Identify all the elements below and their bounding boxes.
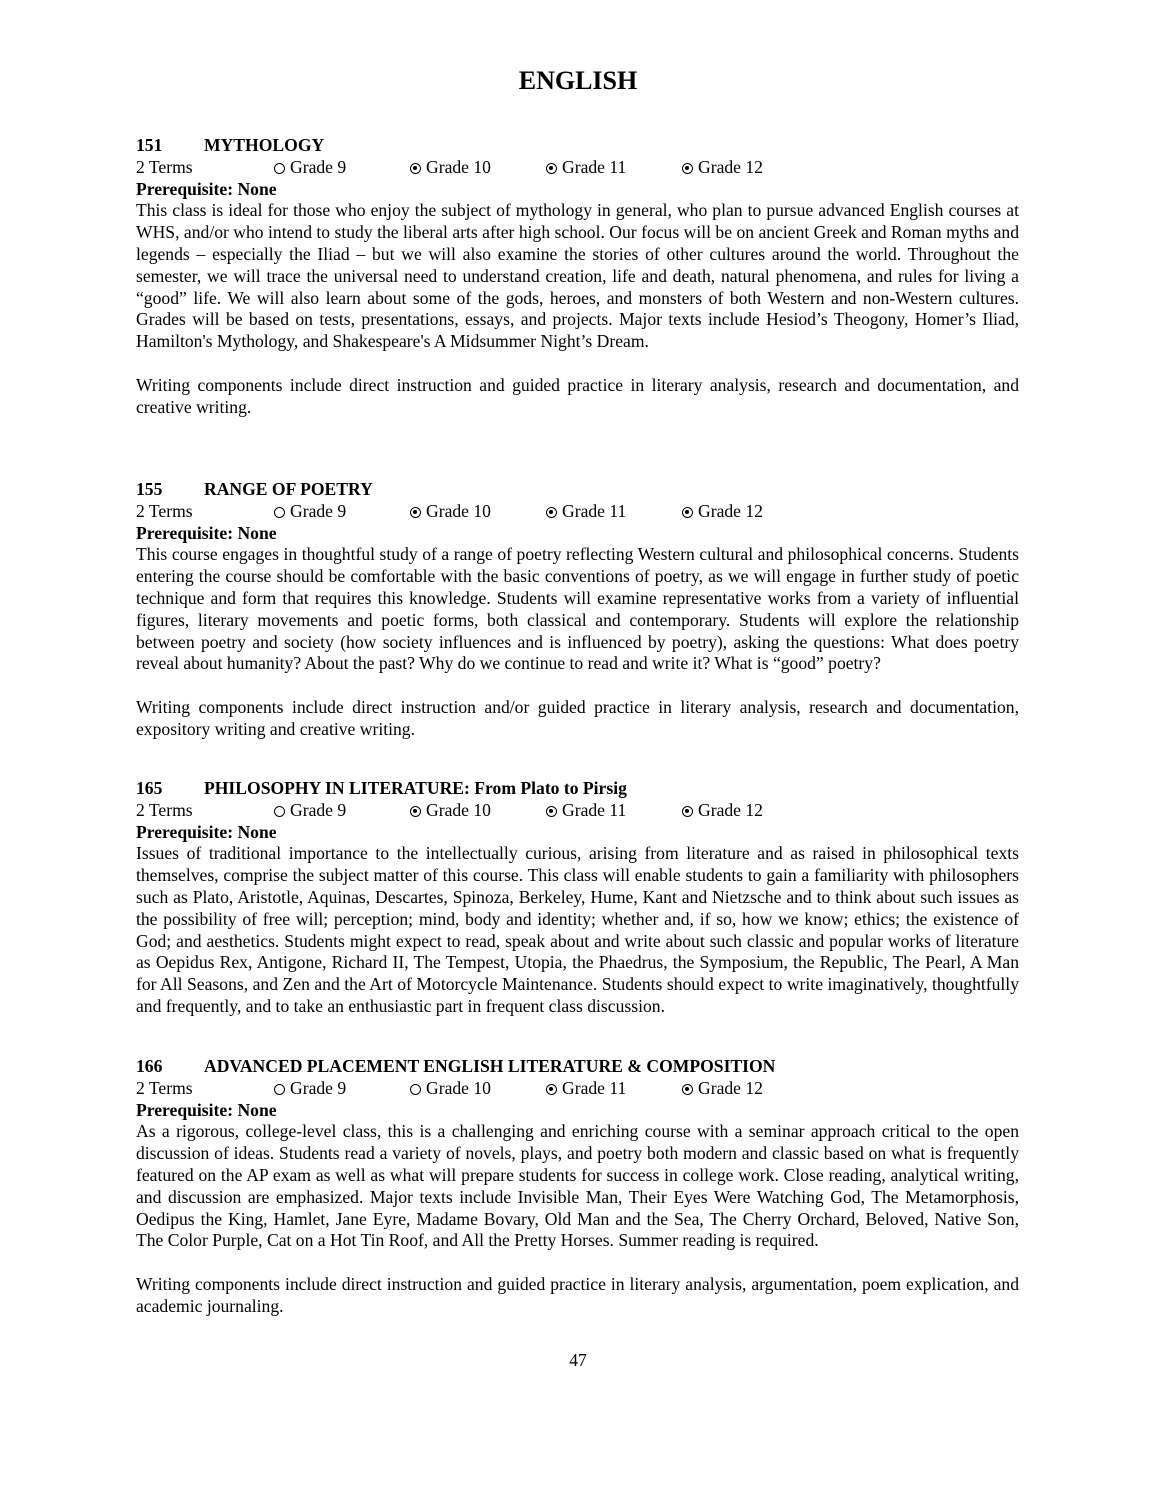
course-heading: [136, 1056, 1019, 1078]
course-number: 165: [136, 778, 163, 798]
radio-selected-icon: [546, 1084, 557, 1095]
radio-empty-icon: [274, 507, 285, 518]
prerequisite: Prerequisite: None: [136, 821, 277, 842]
grade-10-option: Grade 10: [410, 157, 491, 179]
grade-10-option: Grade 10: [410, 800, 491, 822]
radio-selected-icon: [410, 806, 421, 817]
course-heading: [136, 778, 1019, 800]
course-title: MYTHOLOGY: [204, 135, 325, 155]
course-heading: [136, 135, 1019, 157]
radio-empty-icon: [410, 1084, 421, 1095]
course-number: 155: [136, 479, 163, 499]
page-title: ENGLISH: [518, 66, 638, 95]
radio-selected-icon: [410, 507, 421, 518]
terms-label: 2 Terms: [136, 1077, 193, 1098]
grade-11-option: Grade 11: [546, 1078, 626, 1100]
course-title: RANGE OF POETRY: [204, 479, 373, 499]
prerequisite: Prerequisite: None: [136, 522, 277, 543]
course-number: 151: [136, 135, 163, 155]
writing-components: Writing components include direct instruction and guided practice in literary analysis, argumentation, poem explication, and academic journaling.: [136, 1273, 1019, 1316]
grade-9-option: Grade 9: [274, 1078, 346, 1100]
course-description: This course engages in thoughtful study of a range of poetry reflecting Western cultural and philosophical concerns. Students entering the course should be comfortable with the basic conventions of poetry, as we will engage in further study of poetic technique and form that requires this knowledge. Students will examine representative works from a variety of influential figures, literary movements and poetic forms, both classical and contemporary. Students will explore the relationship between poetry and society (how society influences and is influenced by poetry), asking the questions: What does poetry reveal about humanity? About the past? Why do we continue to read and write it? What is “good” poetry?: [136, 544, 1019, 674]
course-number: 166: [136, 1056, 163, 1076]
radio-selected-icon: [546, 163, 557, 174]
radio-empty-icon: [274, 163, 285, 174]
terms-row: [136, 1078, 1019, 1100]
grade-11-option: Grade 11: [546, 501, 626, 523]
grade-10-option: Grade 10: [410, 1078, 491, 1100]
writing-components: Writing components include direct instruction and guided practice in literary analysis, research and documentation, and creative writing.: [136, 374, 1019, 417]
prerequisite: Prerequisite: None: [136, 178, 277, 199]
course-155: [136, 479, 1019, 741]
course-165: [136, 778, 1019, 1018]
radio-empty-icon: [274, 806, 285, 817]
radio-selected-icon: [682, 806, 693, 817]
writing-components: Writing components include direct instruction and/or guided practice in literary analysis, research and documentation, expository writing and creative writing.: [136, 696, 1019, 739]
radio-selected-icon: [682, 1084, 693, 1095]
terms-label: 2 Terms: [136, 799, 193, 820]
radio-empty-icon: [274, 1084, 285, 1095]
terms-label: 2 Terms: [136, 500, 193, 521]
course-description: As a rigorous, college-level class, this is a challenging and enriching course with a seminar approach critical to the open discussion of ideas. Students read a variety of novels, plays, and poetry both modern and classic based on what is frequently featured on the AP exam as well as what will prepare students for success in college work. Close reading, analytical writing, and discussion are emphasized. Major texts include Invisible Man, Their Eyes Were Watching God, The Metamorphosis, Oedipus the King, Hamlet, Jane Eyre, Madame Bovary, Old Man and the Sea, The Cherry Orchard, Beloved, Native Son, The Color Purple, Cat on a Hot Tin Roof, and All the Pretty Horses. Summer reading is required.: [136, 1121, 1019, 1251]
grade-9-option: Grade 9: [274, 157, 346, 179]
course-title: ADVANCED PLACEMENT ENGLISH LITERATURE & COMPOSITION: [204, 1056, 776, 1076]
radio-selected-icon: [410, 163, 421, 174]
terms-row: [136, 800, 1019, 822]
radio-selected-icon: [546, 507, 557, 518]
course-title: PHILOSOPHY IN LITERATURE: From Plato to Pirsig: [204, 778, 627, 798]
terms-label: 2 Terms: [136, 156, 193, 177]
course-166: [136, 1056, 1019, 1318]
grade-12-option: Grade 12: [682, 501, 763, 523]
course-151: [136, 135, 1019, 418]
radio-selected-icon: [546, 806, 557, 817]
grade-11-option: Grade 11: [546, 157, 626, 179]
grade-10-option: Grade 10: [410, 501, 491, 523]
grade-9-option: Grade 9: [274, 800, 346, 822]
terms-row: [136, 157, 1019, 179]
grade-9-option: Grade 9: [274, 501, 346, 523]
grade-12-option: Grade 12: [682, 1078, 763, 1100]
course-description: Issues of traditional importance to the intellectually curious, arising from literature and as raised in philosophical texts themselves, comprise the subject matter of this course. This class will enable students to gain a familiarity with philosophers such as Plato, Aristotle, Aquinas, Descartes, Spinoza, Berkeley, Hume, Kant and Nietzsche and to think about such issues as the possibility of free will; perception; mind, body and identity; whether and, if so, how we know; ethics; the existence of God; and aesthetics. Students might expect to read, speak about and write about such classic and popular works of literature as Oepidus Rex, Antigone, Richard II, The Tempest, Utopia, the Phaedrus, the Symposium, the Republic, The Pearl, A Man for All Seasons, and Zen and the Art of Motorcycle Maintenance. Students should expect to write imaginatively, thoughtfully and frequently, and to take an enthusiastic part in frequent class discussion.: [136, 843, 1019, 1016]
course-heading: [136, 479, 1019, 501]
page-number: 47: [569, 1350, 587, 1370]
prerequisite: Prerequisite: None: [136, 1099, 277, 1120]
radio-selected-icon: [682, 507, 693, 518]
course-description: This class is ideal for those who enjoy the subject of mythology in general, who plan to pursue advanced English courses at WHS, and/or who intend to study the liberal arts after high school. Our focus will be on ancient Greek and Roman myths and legends – especially the Iliad – but we will also examine the stories of other cultures around the world. Throughout the semester, we will trace the universal need to understand creation, life and death, natural phenomena, and rules for living a “good” life. We will also learn about some of the gods, heroes, and monsters of both Western and non-Western cultures. Grades will be based on tests, presentations, essays, and projects. Major texts include Hesiod’s Theogony, Homer’s Iliad, Hamilton's Mythology, and Shakespeare's A Midsummer Night’s Dream.: [136, 200, 1019, 352]
terms-row: [136, 501, 1019, 523]
grade-11-option: Grade 11: [546, 800, 626, 822]
grade-12-option: Grade 12: [682, 800, 763, 822]
radio-selected-icon: [682, 163, 693, 174]
grade-12-option: Grade 12: [682, 157, 763, 179]
